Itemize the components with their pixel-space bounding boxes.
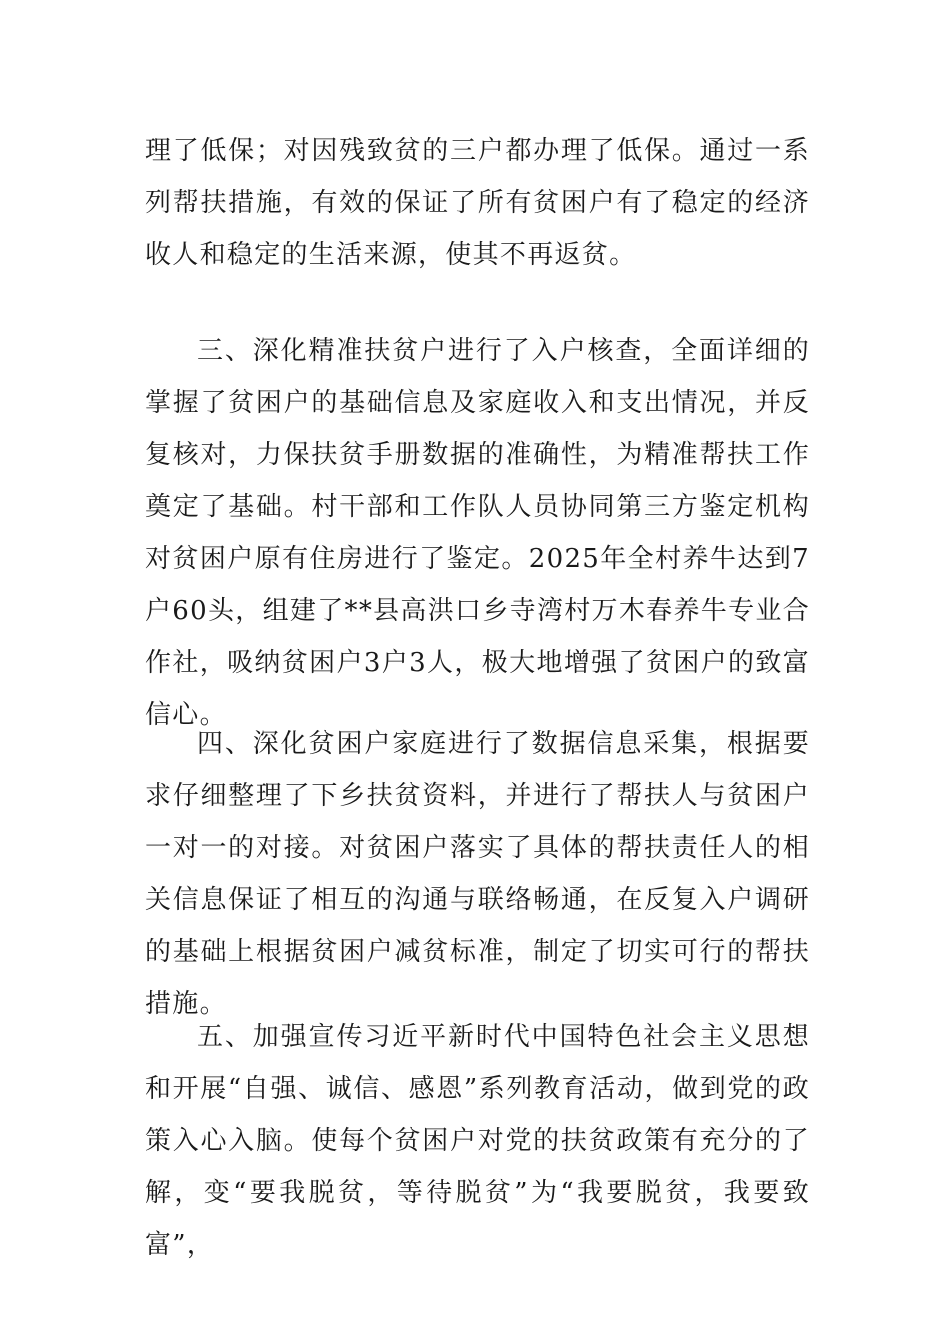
paragraph-section-four: 四、深化贫困户家庭进行了数据信息采集，根据要求仔细整理了下乡扶贫资料，并进行了帮扶人与贫困户一对一的对接。对贫困户落实了具体的帮扶责任人的相关信息保证了相互的沟通与联络畅通，在反复入户调研的基础上根据贫困户减贫标准，制定了切实可行的帮扶措施。	[145, 729, 810, 1019]
paragraph-section-five: 五、加强宣传习近平新时代中国特色社会主义思想和开展“自强、诚信、感恩”系列教育活动，做到党的政策入心入脑。使每个贫困户对党的扶贫政策有充分的了解，变“要我脱贫，等待脱贫”为“我要脱贫，我要致富”，	[145, 1022, 810, 1260]
paragraph-continuation: 理了低保；对因残致贫的三户都办理了低保。通过一系列帮扶措施，有效的保证了所有贫困户有了稳定的经济收人和稳定的生活来源，使其不再返贫。	[145, 136, 810, 270]
paragraph-section-three: 三、深化精准扶贫户进行了入户核查，全面详细的掌握了贫困户的基础信息及家庭收入和支出情况，并反复核对，力保扶贫手册数据的准确性，为精准帮扶工作奠定了基础。村干部和工作队人员协同第三方鉴定机构对贫困户原有住房进行了鉴定。2025年全村养牛达到7户60头，组建了**县高洪口乡寺湾村万木春养牛专业合作社，吸纳贫困户3户3人，极大地增强了贫困户的致富信心。	[145, 336, 810, 730]
